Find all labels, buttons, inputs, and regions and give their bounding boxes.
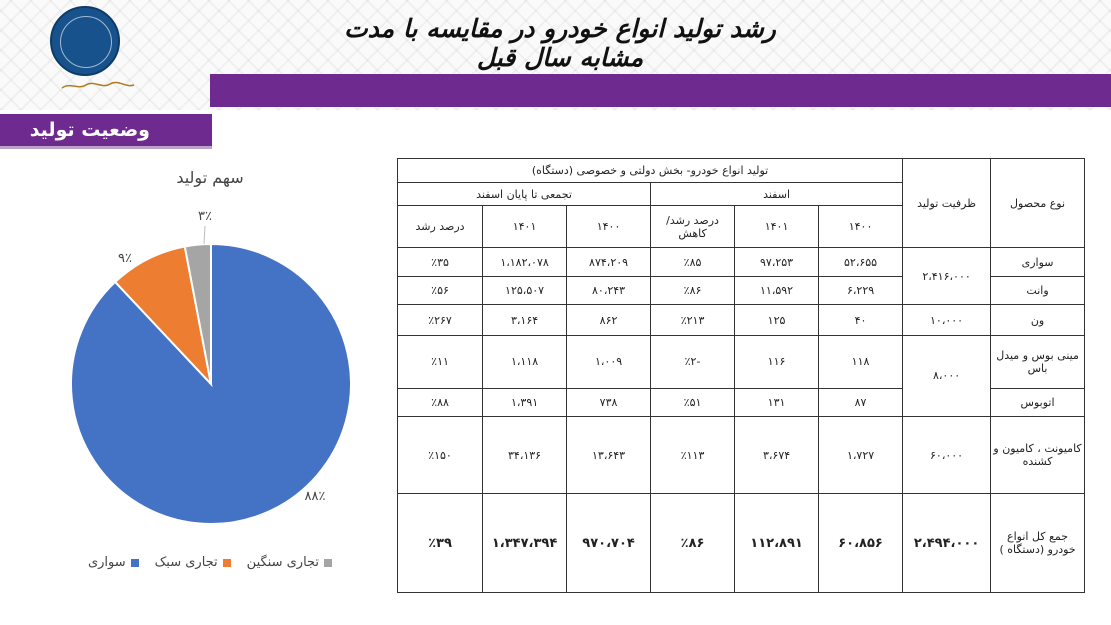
row-cg: ٪۸۸ [398,388,483,416]
row-e1400: ۱۱۸ [819,335,903,388]
section-tab [0,114,212,149]
row-e1400: ۴۰ [819,305,903,335]
legend-label-tejari-sabok: تجاری سبک [154,555,218,570]
total-e1400: ۶۰،۸۵۶ [819,494,903,593]
row-capacity: ۸،۰۰۰ [903,335,991,416]
header-main: تولید انواع خودرو- بخش دولتی و خصوصی (دستگاه) [398,159,903,183]
legend-swatch-tejari-sangin [324,559,332,567]
row-e1401: ۱۱۶ [735,335,819,388]
total-e1401: ۱۱۲،۸۹۱ [735,494,819,593]
total-eg: ٪۸۶ [651,494,735,593]
row-e1401: ۱۲۵ [735,305,819,335]
row-c1401: ۱،۱۸۲،۰۷۸ [483,248,567,276]
total-product: جمع کل انواع خودرو (دستگاه ) [991,494,1085,593]
row-eg: ٪۱۱۳ [651,417,735,494]
row-c1401: ۱۲۵،۵۰۷ [483,276,567,304]
row-c1401: ۳۴،۱۳۶ [483,417,567,494]
row-eg: ٪۲۱۳ [651,305,735,335]
header-esfand-1401: ۱۴۰۱ [735,205,819,248]
header-esfand-1400: ۱۴۰۰ [819,205,903,248]
row-eg: ٪۸۵ [651,248,735,276]
row-e1400: ۸۷ [819,388,903,416]
row-eg: ٪۸۶ [651,276,735,304]
row-e1401: ۳،۶۷۴ [735,417,819,494]
row-c1401: ۳،۱۶۴ [483,305,567,335]
production-table [397,158,1085,593]
legend-swatch-tejari-sabok [223,559,231,567]
row-e1400: ۵۲،۶۵۵ [819,248,903,276]
row-e1401: ۹۷،۲۵۳ [735,248,819,276]
row-c1401: ۱،۳۹۱ [483,388,567,416]
row-capacity: ۶۰،۰۰۰ [903,417,991,494]
ministry-logo [50,6,120,76]
table-row [398,248,1085,276]
table-row [398,335,1085,388]
header-esfand: اسفند [651,183,903,205]
table-row [398,305,1085,335]
pie-chart [0,200,420,545]
row-cg: ٪۱۱ [398,335,483,388]
row-c1400: ۸۶۲ [567,305,651,335]
row-product: مینی بوس و میدل باس [991,335,1085,388]
row-cg: ٪۳۵ [398,248,483,276]
row-product: اتوبوس [991,388,1085,416]
header-product: نوع محصول [991,159,1085,248]
chart-legend [60,555,360,570]
chart-title: سهم تولید [176,168,244,187]
pie-label-tejari-sangin: ۳٪ [198,209,212,224]
row-e1400: ۶،۲۲۹ [819,276,903,304]
legend-label-sawari: سواری [87,555,126,570]
row-capacity: ۱۰،۰۰۰ [903,305,991,335]
header-cum-1400: ۱۴۰۰ [567,205,651,248]
row-product: وانت [991,276,1085,304]
row-e1401: ۱۱،۵۹۲ [735,276,819,304]
ministry-logo-subtext [58,80,138,92]
header-cum-1401: ۱۴۰۱ [483,205,567,248]
total-c1401: ۱،۳۴۷،۳۹۴ [483,494,567,593]
row-product: ون [991,305,1085,335]
pie-leader-line [204,226,205,244]
legend-label-tejari-sangin: تجاری سنگین [246,555,320,570]
row-c1400: ۸۷۴،۲۰۹ [567,248,651,276]
row-product: کامیونت ، کامیون و کشنده [991,417,1085,494]
header-capacity: ظرفیت تولید [903,159,991,248]
header-cum-growth: درصد رشد [398,205,483,248]
row-c1400: ۱،۰۰۹ [567,335,651,388]
legend-item-sawari [88,555,139,570]
pie-label-sawari: ۸۸٪ [304,489,326,504]
row-c1400: ۸۰،۲۴۳ [567,276,651,304]
row-c1400: ۷۳۸ [567,388,651,416]
row-cg: ٪۵۶ [398,276,483,304]
production-table-wrap [397,158,1084,593]
total-c1400: ۹۷۰،۷۰۴ [567,494,651,593]
row-eg: -٪۲ [651,335,735,388]
total-cg: ٪۳۹ [398,494,483,593]
table-row [398,417,1085,494]
total-capacity: ۲،۴۹۴،۰۰۰ [903,494,991,593]
row-eg: ٪۵۱ [651,388,735,416]
row-cg: ٪۲۶۷ [398,305,483,335]
row-e1400: ۱،۷۲۷ [819,417,903,494]
row-c1400: ۱۳،۶۴۳ [567,417,651,494]
header-band [210,74,1111,107]
header-esfand-growth: درصد رشد/کاهش [651,205,735,248]
row-cg: ٪۱۵۰ [398,417,483,494]
legend-item-tejari-sabok [155,555,231,570]
row-capacity: ۲،۴۱۶،۰۰۰ [903,248,991,305]
page-title: رشد تولید انواع خودرو در مقایسه با مدت مشابه سال قبل [344,14,776,72]
legend-swatch-sawari [131,559,139,567]
row-e1401: ۱۳۱ [735,388,819,416]
header-cumulative: تجمعی تا پایان اسفند [398,183,651,205]
row-product: سواری [991,248,1085,276]
row-c1401: ۱،۱۱۸ [483,335,567,388]
total-row [398,494,1085,593]
section-tab-label: وضعیت تولید [29,119,150,141]
legend-item-tejari-sangin [247,555,332,570]
pie-label-tejari-sabok: ۹٪ [118,251,132,266]
